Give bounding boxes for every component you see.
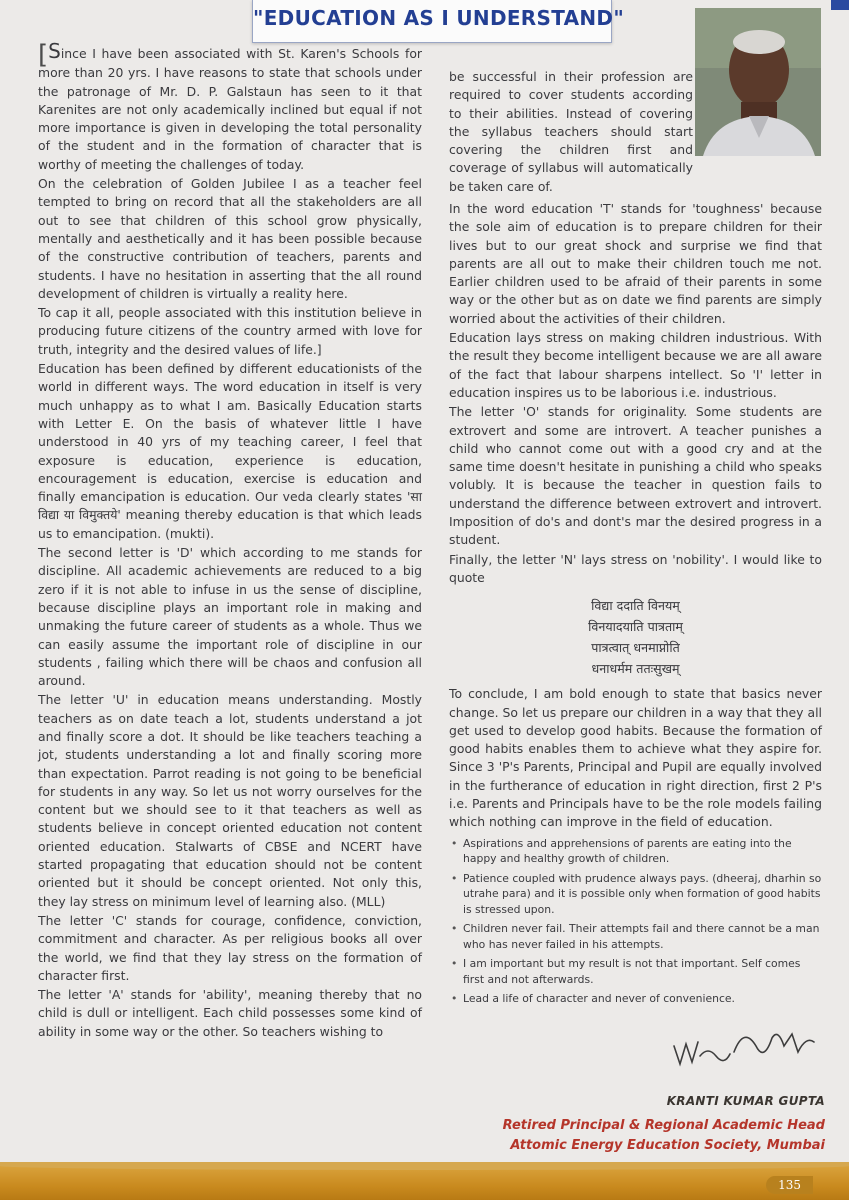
paragraph: On the celebration of Golden Jubilee I as a teacher feel tempted to bring on record that all the stakeholders are all out to see that children of this school grow physically, mentally and aesthetically and it has been possible because of the constructive contribution of teachers, parents and students. I have no hesitation in asserting that the all round development of children is virtually a reality here. (38, 176, 422, 301)
paragraph: The letter 'U' in education means understanding. Mostly teachers as on date teach a lot, students understand a jot and finally score a dot. It should be like teachers teaching a jot, students understanding a lot and finally scoring more than expectation. Parrot reading is not going to be beneficial for students in any way. So let us not worry ourselves for the content but we should see to it that teachers as well as students believe in concept oriented education not content oriented education. Stalwarts of CBSE and NCERT have started propagating that education should not be content oriented but it should be concept oriented. Not only this, they lay stress on minimum level of learning also. (MLL) (38, 692, 422, 909)
verse-line: विद्या ददाति विनयम् (591, 598, 680, 614)
right-top-text (449, 68, 693, 197)
list-item: • Children never fail. Their attempts fail and there cannot be a man who has never failed in his attempts. (463, 921, 822, 952)
list-item: • Aspirations and apprehensions of parents are eating into the happy and healthy growth of children. (463, 836, 822, 867)
list-item: • Patience coupled with prudence always pays. (dheeraj, dharhin so utrahe para) and it is possible only when formation of good habits is stressed upon. (463, 871, 822, 918)
sanskrit-verse (449, 595, 822, 679)
author-role: Retired Principal & Regional Academic Head (502, 1118, 825, 1133)
page-number: 135 (766, 1176, 813, 1194)
paragraph: To conclude, I am bold enough to state that basics never change. So let us prepare our children in a way that they all get used to develop good habits. Because the formation of good habits enables them to achieve what they aspire for. Since 3 'P's Parents, Principal and Pupil are equally involved in the furtherance of education in right direction, first 2 P's i.e. Parents and Principals have to be the role models failing which nothing can improve in the field of education. (449, 686, 822, 830)
paragraph: To cap it all, people associated with this institution believe in producing future citizens of the country armed with love for truth, integrity and the desired values of life.] (38, 305, 422, 357)
corner-tab (831, 0, 849, 10)
list-item: • Lead a life of character and never of convenience. (463, 991, 822, 1007)
paragraph: Finally, the letter 'N' lays stress on 'nobility'. I would like to quote (449, 551, 822, 585)
paragraph (38, 39, 422, 174)
left-column (38, 39, 422, 1042)
signature (664, 1016, 824, 1072)
verse-line: विनयादयाति पात्रताम् (588, 619, 683, 635)
paragraph: The letter 'C' stands for courage, confidence, conviction, commitment and character. As per religious books all over the world, we find that they lay stress on the formation of character first. (38, 912, 422, 983)
paragraph: The second letter is 'D' which according to me stands for discipline. All academic achievements are reduced to a big zero if it is not able to infuse in us the sense of discipline, because discipline plays an important role in making and unmaking the future career of students as a whole. Thus we can easily assume the important role of discipline in our students , failing which there will be chaos and confusion all around. (38, 545, 422, 689)
author-block (503, 1094, 825, 1156)
paragraph: The letter 'A' stands for 'ability', meaning thereby that no child is dull or intelligent. Each child possesses some kind of ability in some way or the other. So teachers wishing to (38, 987, 422, 1039)
title-banner (252, 0, 625, 43)
verse-line: पात्रत्वात् धनमाप्नोति (591, 640, 680, 656)
right-column (449, 200, 822, 1011)
drop-cap: S (48, 39, 61, 63)
paragraph: The letter 'O' stands for originality. Some students are extrovert and some are introvert. A teacher punishes a child who cannot come out with a good cry and at the same time doesn't hesitate in punishing a child who speaks volubly. It is because the teacher in question fails to understand the difference between extrovert and introvert. Imposition of do's and dont's mar the desired progress in a student. (449, 404, 822, 548)
author-name: KRANTI KUMAR GUPTA (666, 1094, 825, 1108)
paragraph: Education has been defined by different educationists of the world in different ways. The word education in itself is very much unhappy as to what I am. Basically Education starts with Letter E. On the basis of whatever little I have understood in 40 yrs of my teaching career, I feel that exposure is education, experience is education, encouragement is education, exercise is education and finally emancipation is education. Our veda clearly states 'सा विद्या या विमुक्तये' meaning thereby education is that which leads us to emancipation. (mukti). (38, 361, 422, 541)
list-item: • I am important but my result is not that important. Self comes first and not afterwards. (463, 956, 822, 987)
paragraph: be successful in their profession are required to cover students according to their abilities. Instead of covering the syllabus teachers should start covering the children first and coverage of syllabus will automatically be taken care of. (449, 69, 693, 194)
bullet-list (449, 836, 822, 1007)
article-title: "EDUCATION AS I UNDERSTAND" (253, 6, 625, 30)
paragraph-text: ince I have been associated with St. Karen's Schools for more than 20 yrs. I have reasons to state that schools under the patronage of Mr. D. P. Galstaun has seen to it that Karenites are not only academically inclined but equal if not more importance is given in developing the total personality of the student and in the formation of character that is worthy of meeting the challenges of today. (38, 46, 422, 172)
author-organization: Attomic Energy Education Society, Mumbai (510, 1138, 825, 1153)
verse-line: धनाधर्मम ततःसुखम् (591, 661, 680, 677)
paragraph: Education lays stress on making children industrious. With the result they become intelligent because we are all aware of the fact that labour sharpens intellect. So 'I' letter in education inspires us to be laborious i.e. industrious. (449, 330, 822, 400)
footer-band (0, 1166, 849, 1200)
author-photo (695, 8, 821, 156)
bracket-glyph: [ (38, 40, 49, 70)
paragraph: In the word education 'T' stands for 'toughness' because the sole aim of education is to prepare children for their lives but to our great shock and surprise we find that parents are all out to make their children touch me not. Earlier children used to be afraid of their parents in some way or the other but as on date we find parents are simply worried about the activities of their children. (449, 201, 822, 326)
